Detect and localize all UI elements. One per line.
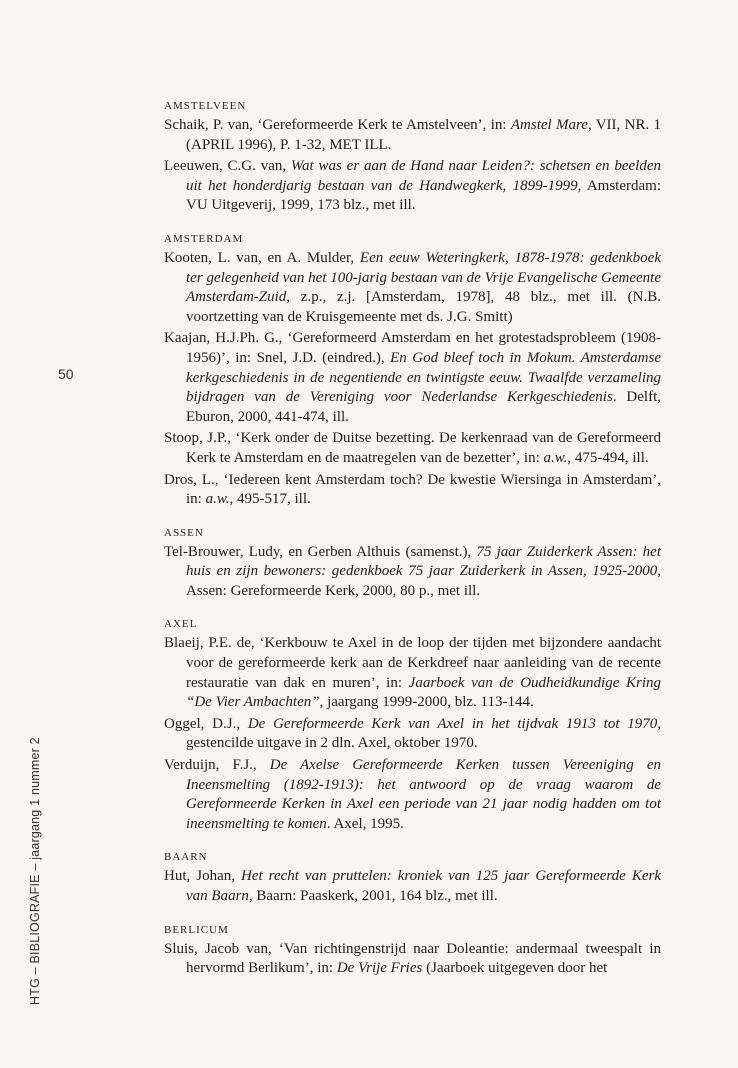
entry-text: , 475-494, ill.: [567, 449, 649, 466]
section-berlicum: [164, 922, 661, 979]
entry-text: , Amsterdam: VU Uitgeverij, 1999, 173 blz., met ill.: [186, 177, 661, 214]
entry-text: Kooten, L. van, en A. Mulder,: [164, 249, 360, 266]
entry-title: Een eeuw Weteringkerk, 1878-1978: gedenkboek ter gelegenheid van het 100-jarig bestaan van de Vrije Evangelische Gemeente Amsterdam-Zuid: [186, 249, 661, 306]
entry-text: , Baarn: Paaskerk, 2001, 164 blz., met ill.: [248, 888, 498, 904]
entry-text: Leeuwen, C.G. van,: [164, 158, 291, 175]
section-heading: BERLICUM: [164, 923, 229, 936]
bibliography-list: [164, 98, 661, 994]
entry-title: Het recht van pruttelen: kroniek van 125 jaar Gereformeerde Kerk van Baarn: [186, 868, 661, 904]
entry-title: Wat was er aan de Hand naar Leiden?: schetsen en beelden uit het honderdjarig bestaan van de Handwegkerk, 1899-1999: [186, 158, 661, 194]
running-head: HTG – BIBLIOGRAFIE – jaargang 1 nummer 2: [28, 737, 42, 1005]
section-heading: AXEL: [164, 618, 198, 631]
section-heading: ASSEN: [164, 526, 204, 539]
entry-text: , gestencilde uitgave in 2 dln. Axel, oktober 1970.: [186, 715, 661, 752]
entry-title: De Gereformeerde Kerk van Axel in het tijdvak 1913 tot 1970: [247, 715, 658, 732]
entry-text: Schaik, P. van, ‘Gereformeerde Kerk te Amstelveen’, in:: [164, 117, 511, 133]
section-heading: BAARN: [164, 851, 208, 864]
entry-title: 75 jaar Zuiderkerk Assen: het huis en zijn bewoners: gedenkboek 75 jaar Zuiderkerk in Assen, 1925-2000: [186, 543, 661, 580]
entry-text: Oggel, D.J.,: [164, 715, 248, 732]
bibliography-entry: [164, 157, 661, 216]
entry-title: a.w.: [543, 449, 568, 466]
bibliography-entry: [164, 715, 661, 754]
bibliography-entry: [164, 249, 661, 327]
entry-text: Blaeij, P.E. de, ‘Kerkbouw te Axel in de loop der tijden met bijzondere aandacht voor de gereformeerde kerk aan de Kerkdreef naar aanleiding van de recente restauratie van dak en muren’, in:: [164, 635, 661, 691]
page-number: 50: [58, 366, 74, 382]
entry-title: Amstel Mare: [510, 117, 588, 133]
entry-text: Verduijn, F.J.,: [164, 757, 270, 774]
entry-text: , jaargang 1999-2000, blz. 113-144.: [319, 694, 534, 711]
section-assen: [164, 525, 661, 602]
entry-text: Dros, L., ‘Iedereen kent Amsterdam toch? De kwestie Wiersinga in Amsterdam’, in:: [164, 471, 661, 508]
section-axel: [164, 616, 661, 834]
bibliography-entry: [164, 429, 661, 468]
bibliography-entry: [164, 940, 661, 979]
entry-text: (Jaarboek uitgegeven door het: [422, 960, 608, 977]
entry-text: . Delft, Eburon, 2000, 441-474, ill.: [186, 389, 661, 425]
entry-text: Kaajan, H.J.Ph. G., ‘Gereformeerd Amsterdam en het grotestadsprobleem (1908-1956)’, in: Snel, J.D. (eindred.),: [164, 330, 661, 366]
bibliography-entry: [164, 867, 661, 906]
bibliography-entry: [164, 471, 661, 510]
entry-title: De Axelse Gereformeerde Kerken tussen Vereeniging en Ineensmelting (1892-1913): het antwoord op de vraag waarom de Gereformeerde Kerken in Axel een periode van 21 jaar nodig hadden om tot ineensmelting te komen: [186, 757, 661, 832]
section-heading: AMSTELVEEN: [164, 100, 247, 112]
entry-text: Tel-Brouwer, Ludy, en Gerben Althuis (samenst.),: [164, 543, 477, 560]
bibliography-entry: [164, 329, 661, 427]
entry-title: En God bleef toch in Mokum. Amsterdamse kerkgeschiedenis in de negentiende en twintigste eeuw. Twaalfde verzameling bijdragen van de Vereniging voor Nederlandse Kerkgeschiedenis: [186, 349, 661, 406]
bibliography-entry: [164, 634, 661, 712]
entry-text: Stoop, J.P., ‘Kerk onder de Duitse bezetting. De kerkenraad van de Gereformeerd Kerk te Amsterdam en de maatregelen van de bezetter’, in:: [164, 430, 661, 466]
section-amstelveen: [164, 98, 661, 216]
section-amsterdam: [164, 231, 661, 510]
entry-text: , z.p., z.j. [Amsterdam, 1978], 48 blz., met ill. (N.B. voortzetting van de Kruisgemeente met ds. J.G. Smitt): [186, 289, 661, 325]
entry-title: De Vrije Fries: [336, 960, 423, 977]
bibliography-entry: [164, 543, 661, 602]
bibliography-entry: [164, 116, 661, 155]
entry-title: a.w.: [205, 491, 230, 508]
entry-text: , Assen: Gereformeerde Kerk, 2000, 80 p., met ill.: [186, 563, 661, 599]
entry-text: . Axel, 1995.: [326, 815, 404, 832]
entry-text: , 495-517, ill.: [229, 491, 311, 508]
section-baarn: [164, 849, 661, 906]
entry-text: Hut, Johan,: [164, 868, 241, 885]
entry-text: , VII, NR. 1 (APRIL 1996), P. 1-32, MET ILL.: [186, 117, 662, 153]
bibliography-entry: [164, 756, 661, 834]
section-heading: AMSTERDAM: [164, 232, 244, 245]
entry-text: Sluis, Jacob van, ‘Van richtingenstrijd naar Doleantie: andermaal tweespalt in hervormd Berlikum’, in:: [164, 940, 661, 977]
entry-title: Jaarboek van de Oudheidkundige Kring “De Vier Ambachten”: [186, 674, 661, 711]
